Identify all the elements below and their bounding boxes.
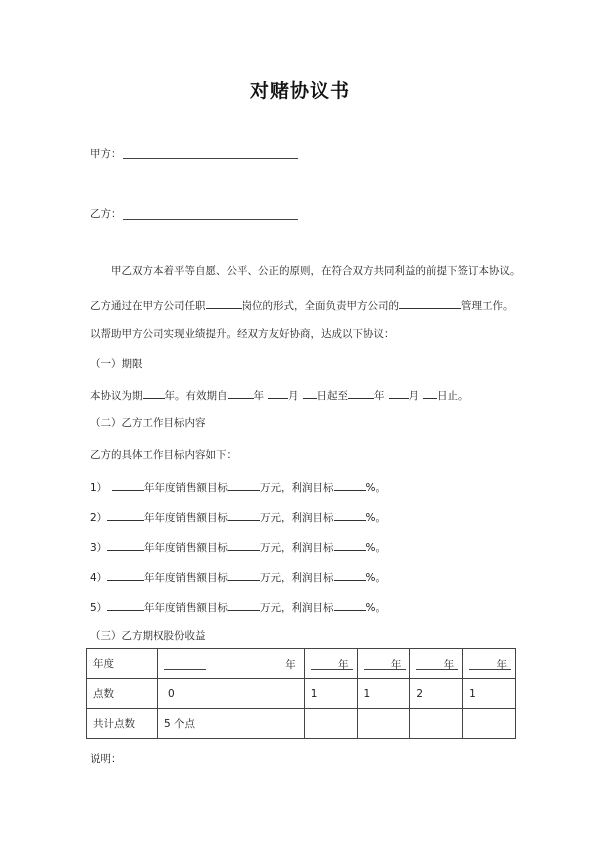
year-cell[interactable] xyxy=(158,649,305,679)
party-b-label: 乙方： xyxy=(90,208,122,220)
term-text: 月 xyxy=(288,390,299,402)
goal-number: 3） xyxy=(90,542,108,554)
goal-year-blank[interactable] xyxy=(112,479,144,491)
goal-item xyxy=(90,479,386,495)
term-text: 年 xyxy=(253,390,264,402)
sales-target-blank[interactable] xyxy=(228,509,260,521)
goal-item xyxy=(90,599,386,615)
intro-line-3: 以帮助甲方公司实现业绩提升。经双方友好协商，达成以下协议： xyxy=(90,328,395,340)
sales-target-blank[interactable] xyxy=(228,569,260,581)
year-cell[interactable] xyxy=(410,649,463,679)
intro-line-1: 甲乙双方本着平等自愿、公平、公正的原则，在符合双方共同利益的前提下签订本协议。 xyxy=(111,265,521,277)
term-text: 日起至 xyxy=(316,390,348,402)
sales-target-blank[interactable] xyxy=(228,539,260,551)
year-unit: 年 xyxy=(496,659,507,671)
section-1-heading: （一）期限 xyxy=(90,358,143,370)
points-cell[interactable]: 1 xyxy=(463,679,516,709)
profit-target-blank[interactable] xyxy=(334,539,366,551)
year-unit: 年 xyxy=(443,659,455,671)
equity-table xyxy=(86,648,516,739)
goal-text: 年年度销售额目标 xyxy=(144,572,228,584)
goal-text: 万元，利润目标 xyxy=(260,602,334,614)
table-row xyxy=(87,709,516,739)
goal-text: 年年度销售额目标 xyxy=(144,512,228,524)
note-label: 说明： xyxy=(90,753,122,765)
table-row xyxy=(87,679,516,709)
empty-cell[interactable] xyxy=(304,709,357,739)
intro-line-2 xyxy=(90,297,514,313)
start-year-blank[interactable] xyxy=(228,387,254,399)
goal-year-blank[interactable] xyxy=(107,599,144,611)
goal-text: %。 xyxy=(365,602,386,614)
row-label: 点数 xyxy=(87,679,158,709)
start-month-blank[interactable] xyxy=(268,387,288,399)
points-cell[interactable]: 1 xyxy=(357,679,410,709)
goal-number: 4） xyxy=(90,572,108,584)
term-years-blank[interactable] xyxy=(143,387,165,399)
goal-text: 万元，利润目标 xyxy=(260,572,334,584)
goal-number: 2） xyxy=(90,512,108,524)
year-cell[interactable] xyxy=(463,649,516,679)
goal-text: %。 xyxy=(365,512,386,524)
intro-line-2-b: 岗位的形式，全面负责甲方公司的 xyxy=(241,300,399,312)
profit-target-blank[interactable] xyxy=(334,599,366,611)
profit-target-blank[interactable] xyxy=(334,479,366,491)
goal-item xyxy=(90,509,386,525)
intro-line-2-c: 管理工作。 xyxy=(461,300,514,312)
table-row xyxy=(87,649,516,679)
term-text: 日止。 xyxy=(437,390,469,402)
year-unit: 年 xyxy=(390,659,402,671)
start-day-blank[interactable] xyxy=(303,387,317,399)
year-cell[interactable] xyxy=(304,649,357,679)
goal-text: 年年度销售额目标 xyxy=(144,482,228,494)
total-points-cell[interactable]: 5 个点 xyxy=(158,709,305,739)
goal-text: %。 xyxy=(365,542,386,554)
points-cell[interactable]: 2 xyxy=(410,679,463,709)
end-day-blank[interactable] xyxy=(423,387,437,399)
profit-target-blank[interactable] xyxy=(334,509,366,521)
year-cell[interactable] xyxy=(357,649,410,679)
row-label: 共计点数 xyxy=(87,709,158,739)
term-text: 月 xyxy=(408,390,419,402)
section-2-heading: （二）乙方工作目标内容 xyxy=(90,417,206,429)
empty-cell[interactable] xyxy=(357,709,410,739)
year-unit: 年 xyxy=(338,659,349,671)
goal-text: 万元，利润目标 xyxy=(260,512,334,524)
goal-item xyxy=(90,539,386,555)
document-title: 对赌协议书 xyxy=(249,80,350,102)
term-text: 本协议为期 xyxy=(90,390,143,402)
goal-number: 1） xyxy=(90,482,108,494)
points-cell[interactable]: 1 xyxy=(304,679,357,709)
goal-text: 年年度销售额目标 xyxy=(144,542,228,554)
section-2-subheading: 乙方的具体工作目标内容如下： xyxy=(90,449,237,461)
end-month-blank[interactable] xyxy=(389,387,409,399)
goal-year-blank[interactable] xyxy=(107,539,144,551)
party-a-label: 甲方： xyxy=(90,148,122,160)
term-line xyxy=(90,387,469,403)
intro-line-2-a: 乙方通过在甲方公司任职 xyxy=(90,300,206,312)
goal-text: 年年度销售额目标 xyxy=(144,602,228,614)
goal-year-blank[interactable] xyxy=(107,509,144,521)
empty-cell[interactable] xyxy=(463,709,516,739)
goal-text: 万元，利润目标 xyxy=(260,482,334,494)
party-b-field[interactable] xyxy=(123,219,298,220)
section-3-heading: （三）乙方期权股份收益 xyxy=(90,630,206,642)
term-text: 年 xyxy=(374,390,385,402)
end-year-blank[interactable] xyxy=(348,387,374,399)
sales-target-blank[interactable] xyxy=(228,599,260,611)
row-label: 年度 xyxy=(87,649,158,679)
goal-text: 万元，利润目标 xyxy=(260,542,334,554)
position-blank[interactable] xyxy=(206,297,242,309)
goal-number: 5） xyxy=(90,602,108,614)
sales-target-blank[interactable] xyxy=(228,479,260,491)
year-unit: 年 xyxy=(285,659,296,671)
profit-target-blank[interactable] xyxy=(334,569,366,581)
goal-text: %。 xyxy=(365,572,386,584)
goal-year-blank[interactable] xyxy=(107,569,144,581)
goal-item xyxy=(90,569,386,585)
goal-text: %。 xyxy=(365,482,386,494)
term-text: 年。有效期自 xyxy=(164,390,228,402)
empty-cell[interactable] xyxy=(410,709,463,739)
management-area-blank[interactable] xyxy=(399,297,461,309)
points-cell[interactable]: 0 xyxy=(158,679,305,709)
party-a-field[interactable] xyxy=(123,158,298,159)
